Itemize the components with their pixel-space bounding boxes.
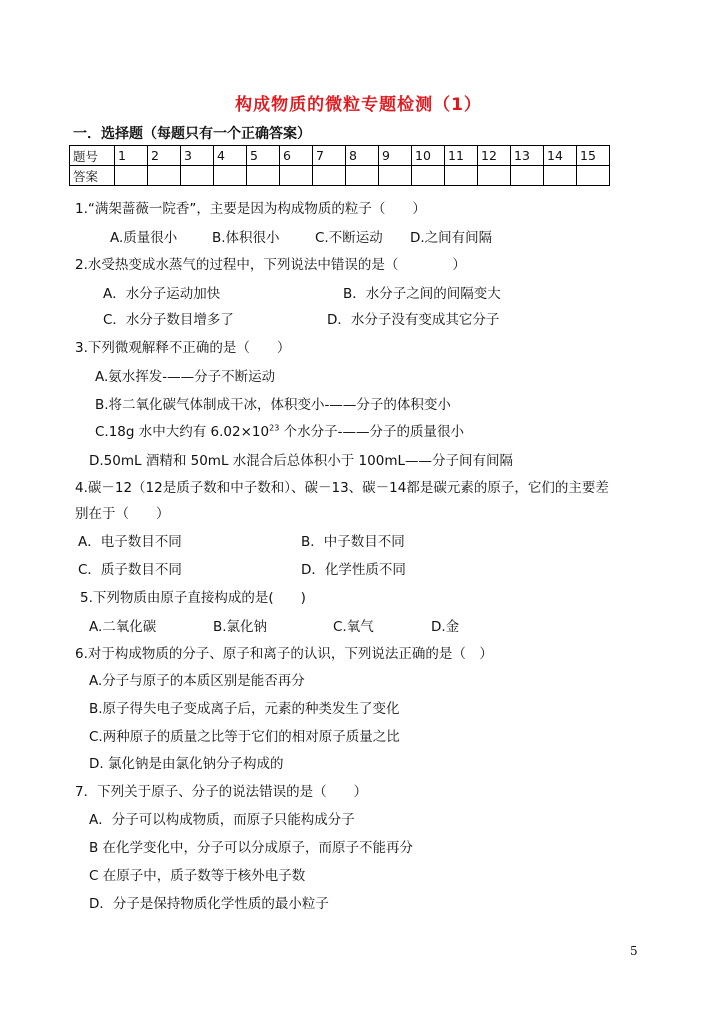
q4-option-c: C．质子数目不同	[78, 562, 182, 578]
q6-option-d: D. 氯化钠是由氯化钠分子构成的	[89, 756, 284, 772]
q3-option-d: D.50mL 酒精和 50mL 水混合后总体积小于 100mL——分子间有间隔	[89, 453, 513, 469]
question-number-cell: 1	[115, 146, 148, 166]
question-number-cell: 14	[544, 146, 577, 166]
q5-option-b: B.氯化钠	[213, 619, 268, 635]
q6-option-a: A.分子与原子的本质区别是能否再分	[89, 673, 305, 689]
question-1-stem: 1.“满架蔷薇一院香”，主要是因为构成物质的粒子（ ）	[75, 201, 426, 217]
q6-option-b: B.原子得失电子变成离子后，元素的种类发生了变化	[89, 701, 400, 717]
question-number-cell: 3	[181, 146, 214, 166]
question-number-cell: 12	[478, 146, 511, 166]
q3-option-c-suffix: 个水分子-——分子的质量很小	[279, 424, 464, 440]
q2-option-b: B．水分子之间的间隔变大	[343, 286, 501, 302]
question-2-stem: 2.水受热变成水蒸气的过程中，下列说法中错误的是（ ）	[75, 257, 466, 273]
page-number: 5	[630, 944, 638, 958]
q5-option-d: D.金	[431, 619, 460, 635]
answer-cell[interactable]	[148, 166, 181, 186]
question-3-stem: 3.下列微观解释不正确的是（ ）	[75, 340, 291, 356]
q7-option-d: D．分子是保持物质化学性质的最小粒子	[89, 896, 329, 912]
q4-option-d: D．化学性质不同	[301, 562, 406, 578]
answer-cell[interactable]	[511, 166, 544, 186]
q3-option-a: A.氨水挥发-——分子不断运动	[95, 369, 276, 385]
q7-option-a: A．分子可以构成物质，而原子只能构成分子	[89, 812, 355, 828]
q2-option-c: C．水分子数目增多了	[103, 312, 234, 328]
question-6-stem: 6.对于构成物质的分子、原子和离子的认识，下列说法正确的是（ ）	[75, 646, 493, 662]
question-number-cell: 10	[412, 146, 445, 166]
question-5-stem: 5.下列物质由原子直接构成的是( )	[80, 590, 306, 606]
table-row-numbers	[70, 146, 610, 166]
q3-option-b: B.将二氧化碳气体制成干冰，体积变小-——分子的体积变小	[95, 397, 451, 413]
q1-option-a: A.质量很小	[110, 230, 178, 246]
answer-table	[69, 145, 610, 186]
question-4-stem-line1: 4.碳－12（12是质子数和中子数和）、碳－13、碳－14都是碳元素的原子，它们的主要差	[75, 480, 609, 496]
question-number-cell: 9	[379, 146, 412, 166]
question-7-stem: 7．下列关于原子、分子的说法错误的是（ ）	[75, 784, 368, 800]
answer-cell[interactable]	[313, 166, 346, 186]
q1-option-c: C.不断运动	[315, 230, 383, 246]
q4-option-a: A．电子数目不同	[78, 534, 182, 550]
q3-option-c-exponent: 23	[269, 423, 280, 433]
answer-cell[interactable]	[214, 166, 247, 186]
question-number-cell: 7	[313, 146, 346, 166]
question-4-stem-line2: 别在于（ ）	[75, 506, 170, 522]
question-number-cell: 4	[214, 146, 247, 166]
q5-option-c: C.氧气	[333, 619, 374, 635]
question-number-cell: 8	[346, 146, 379, 166]
answer-cell[interactable]	[247, 166, 280, 186]
answer-cell[interactable]	[346, 166, 379, 186]
q2-option-d: D．水分子没有变成其它分子	[327, 312, 500, 328]
q1-option-b: B.体积很小	[212, 230, 280, 246]
answer-cell[interactable]	[115, 166, 148, 186]
answer-cell[interactable]	[577, 166, 610, 186]
q5-option-a: A.二氧化碳	[89, 619, 157, 635]
question-number-cell: 5	[247, 146, 280, 166]
answer-cell[interactable]	[445, 166, 478, 186]
page-title: 构成物质的微粒专题检测（1）	[235, 95, 482, 115]
q7-option-c: C 在原子中，质子数等于核外电子数	[89, 868, 306, 884]
q7-option-b: B 在化学变化中，分子可以分成原子，而原子不能再分	[89, 840, 414, 856]
section-heading: 一．选择题（每题只有一个正确答案）	[73, 126, 311, 142]
answer-cell[interactable]	[478, 166, 511, 186]
q1-option-d: D.之间有间隔	[410, 230, 493, 246]
row-label-answer: 答案	[70, 166, 115, 186]
answer-cell[interactable]	[280, 166, 313, 186]
question-number-cell: 6	[280, 146, 313, 166]
question-number-cell: 11	[445, 146, 478, 166]
table-row-answers	[70, 166, 610, 186]
answer-cell[interactable]	[544, 166, 577, 186]
question-number-cell: 2	[148, 146, 181, 166]
q4-option-b: B．中子数目不同	[301, 534, 405, 550]
q2-option-a: A．水分子运动加快	[103, 286, 221, 302]
row-label-number: 题号	[70, 146, 115, 166]
answer-cell[interactable]	[379, 166, 412, 186]
question-number-cell: 13	[511, 146, 544, 166]
q6-option-c: C.两种原子的质量之比等于它们的相对原子质量之比	[89, 729, 400, 745]
answer-cell[interactable]	[181, 166, 214, 186]
answer-cell[interactable]	[412, 166, 445, 186]
q3-option-c-prefix: C.18g 水中大约有 6.02×10	[95, 424, 270, 440]
q3-option-c	[95, 420, 464, 440]
question-number-cell: 15	[577, 146, 610, 166]
